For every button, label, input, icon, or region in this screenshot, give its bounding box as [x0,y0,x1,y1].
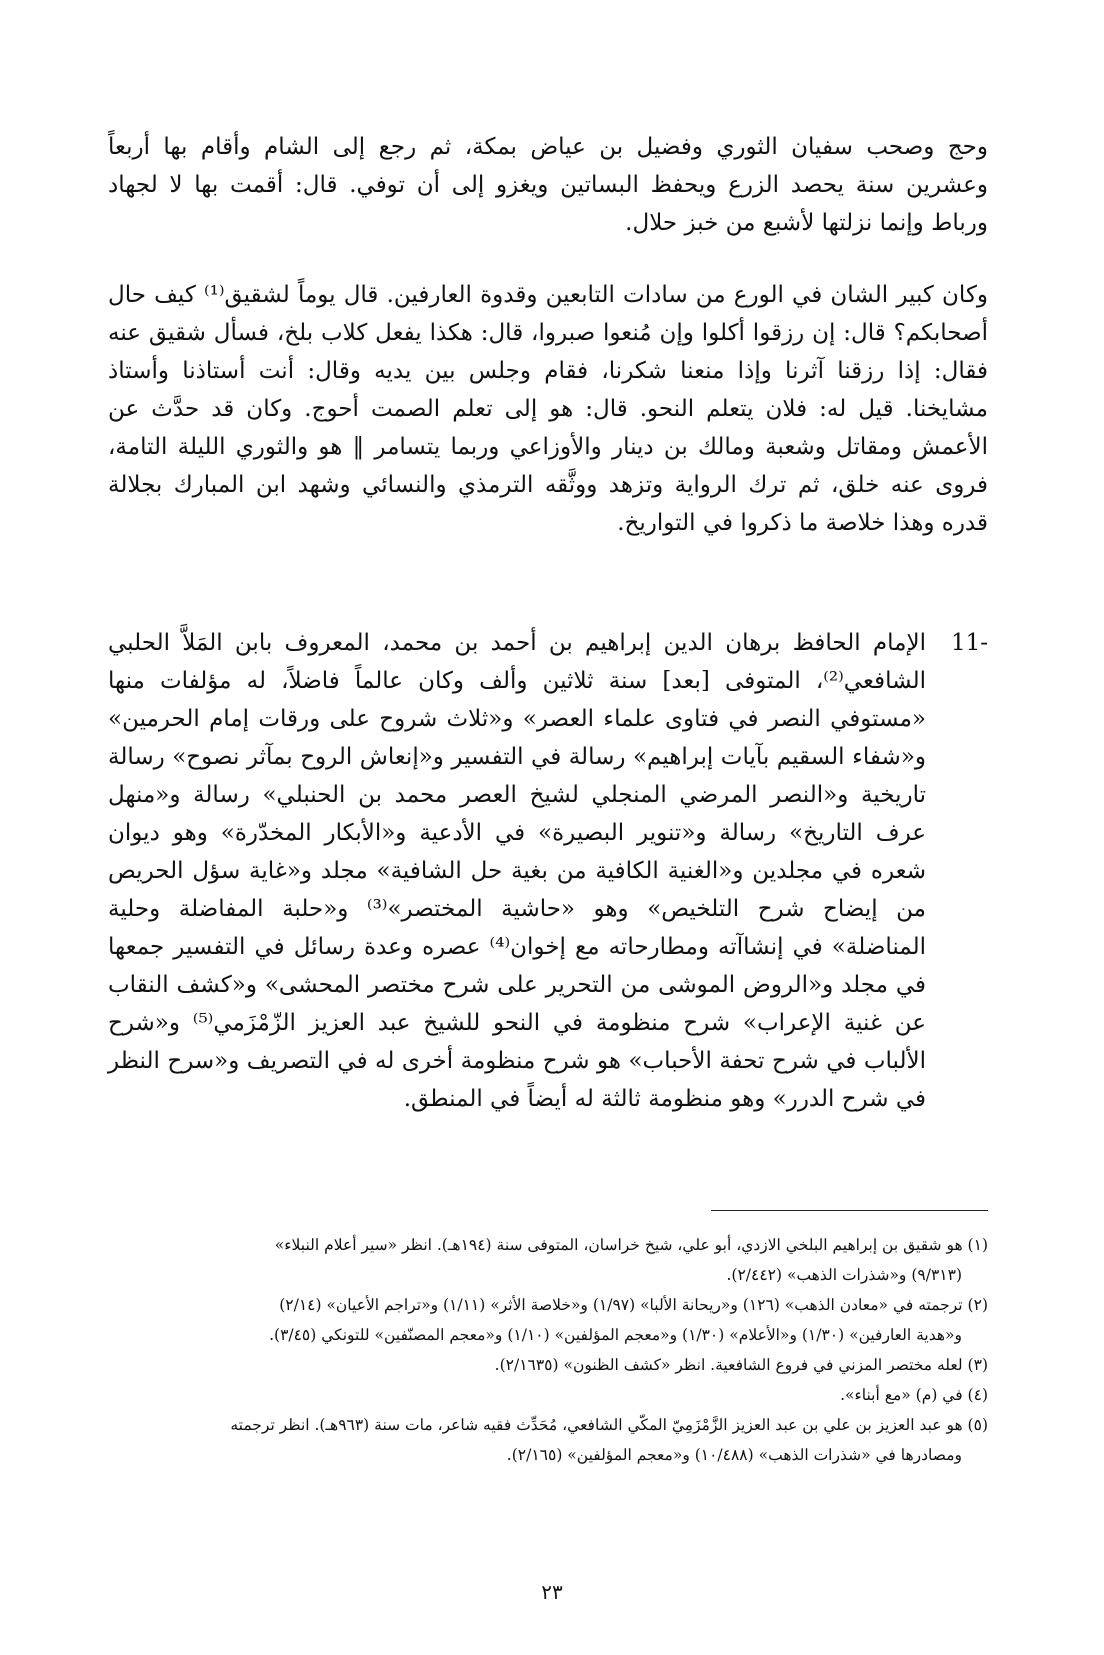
paragraph-biography: وكان كبير الشان في الورع من سادات التابعين وقدوة العارفين. قال يوماً لشقيق⁽¹⁾ كيف حال أصحابكم؟ قال: إن رزقوا أكلوا وإن مُنعوا صبروا، قال: هكذا يفعل كلاب بلخ، فسأل شقيق عنه فقال: إذا رزقنا آثرنا وإذا منعنا شكرنا، فقام وجلس بين يديه وقال: أنت أستاذنا وأستاذ مشايخنا. قيل له: فلان يتعلم النحو. قال: هو إلى تعلم الصمت أحوج. وكان قد حدَّث عن الأعمش ومقاتل وشعبة ومالك بن دينار والأوزاعي وربما يتسامر ‖ هو والثوري الليلة التامة، فروى عنه خلق، ثم ترك الرواية وتزهد ووثَّقه الترمذي والنسائي وشهد ابن المبارك بجلالة قدره وهذا خلاصة ما ذكروا في التواريخ. [108,282,988,536]
footnote-text: (٢) ترجمته في «معادن الذهب» (١٢٦) و«ريحانة الألبا» (١/٩٧) و«خلاصة الأثر» (١/١١) و«تراجم الأعيان» (٢/١٤) [279,1296,988,1314]
footnote-text: (٤) في (م) «مع أبناء». [840,1386,988,1404]
footnote-text: (٥) هو عبد العزيز بن علي بن عبد العزيز الزَّمْزَمِيّ المكّي الشافعي، مُحَدِّث فقيه شاعر، مات سنة (٩٦٣هـ). انظر ترجمته [230,1416,988,1434]
footnote-text: (٣) لعله مختصر المزني في فروع الشافعية. انظر «كشف الظنون» (٢/١٦٣٥). [494,1356,988,1374]
page-number: ٢٣ [541,1580,563,1604]
footnote [108,1350,988,1380]
entry-number: 11- [950,630,988,656]
biography-entry-11 [108,624,988,1118]
footnote-separator [711,1210,988,1211]
footnote-continuation: (٩/٣١٣) و«شذرات الذهب» (٢/٤٤٢). [726,1266,962,1284]
entry-text: الإمام الحافظ برهان الدين إبراهيم بن أحمد بن محمد، المعروف بابن المَلاَّ الحلبي الشافعي⁽²⁾، المتوفى [بعد] سنة ثلاثين وألف وكان عالماً فاضلاً، له مؤلفات منها «مستوفي النصر في فتاوى علماء العصر» و«ثلاث شروح على ورقات إمام الحرمين» و«شفاء السقيم بآيات إبراهيم» رسالة في التفسير و«إنعاش الروح بمآثر نصوح» رسالة تاريخية و«النصر المرضي المنجلي لشيخ العصر محمد بن الحنبلي» رسالة و«منهل عرف التاريخ» رسالة و«تنوير البصيرة» في الأدعية و«الأبكار المخدّرة» وهو ديوان شعره في مجلدين و«الغنية الكافية من بغية حل الشافية» مجلد و«غاية سؤل الحريص من إيضاح شرح التلخيص» وهو «حاشية المختصر»⁽³⁾ و«حلبة المفاضلة وحلية المناضلة» في إنشاآته ومطارحاته مع إخوان⁽⁴⁾ عصره وعدة رسائل في التفسير جمعها في مجلد و«الروض الموشى من التحرير على شرح مختصر المحشى» و«كشف النقاب عن غنية الإعراب» شرح منظومة في النحو للشيخ عبد العزيز الزّمْزَمي⁽⁵⁾ و«شرح الألباب في شرح تحفة الأحباب» هو شرح منظومة أخرى له في التصريف و«سرح النظر في شرح الدرر» وهو منظومة ثالثة له أيضاً في المنطق. [108,630,926,1112]
footnote-text: (١) هو شقيق بن إبراهيم البلخي الازدي، أبو علي، شيخ خراسان، المتوفى سنة (١٩٤هـ). انظر «سير أعلام النبلاء» [274,1236,988,1254]
footnote [108,1290,988,1350]
footnote [108,1380,988,1410]
footnote [108,1410,988,1470]
paragraph-continuation: وحج وصحب سفيان الثوري وفضيل بن عياض بمكة، ثم رجع إلى الشام وأقام بها أربعاً وعشرين سنة يحصد الزرع ويحفظ البساتين ويغزو إلى أن توفي. قال: أقمت بها لا لجهاد ورباط وإنما نزلتها لأشبع من خبز حلال. [108,134,988,236]
footnotes [108,1230,988,1470]
footnote [108,1230,988,1290]
footnote-continuation: ومصادرها في «شذرات الذهب» (١٠/٤٨٨) و«معجم المؤلفين» (٢/١٦٥). [506,1446,962,1464]
footnote-continuation: و«هدية العارفين» (١/٣٠) و«الأعلام» (١/٣٠) و«معجم المؤلفين» (١/١٠) و«معجم المصنّفين» للتونكي (٣/٤٥). [269,1326,962,1344]
